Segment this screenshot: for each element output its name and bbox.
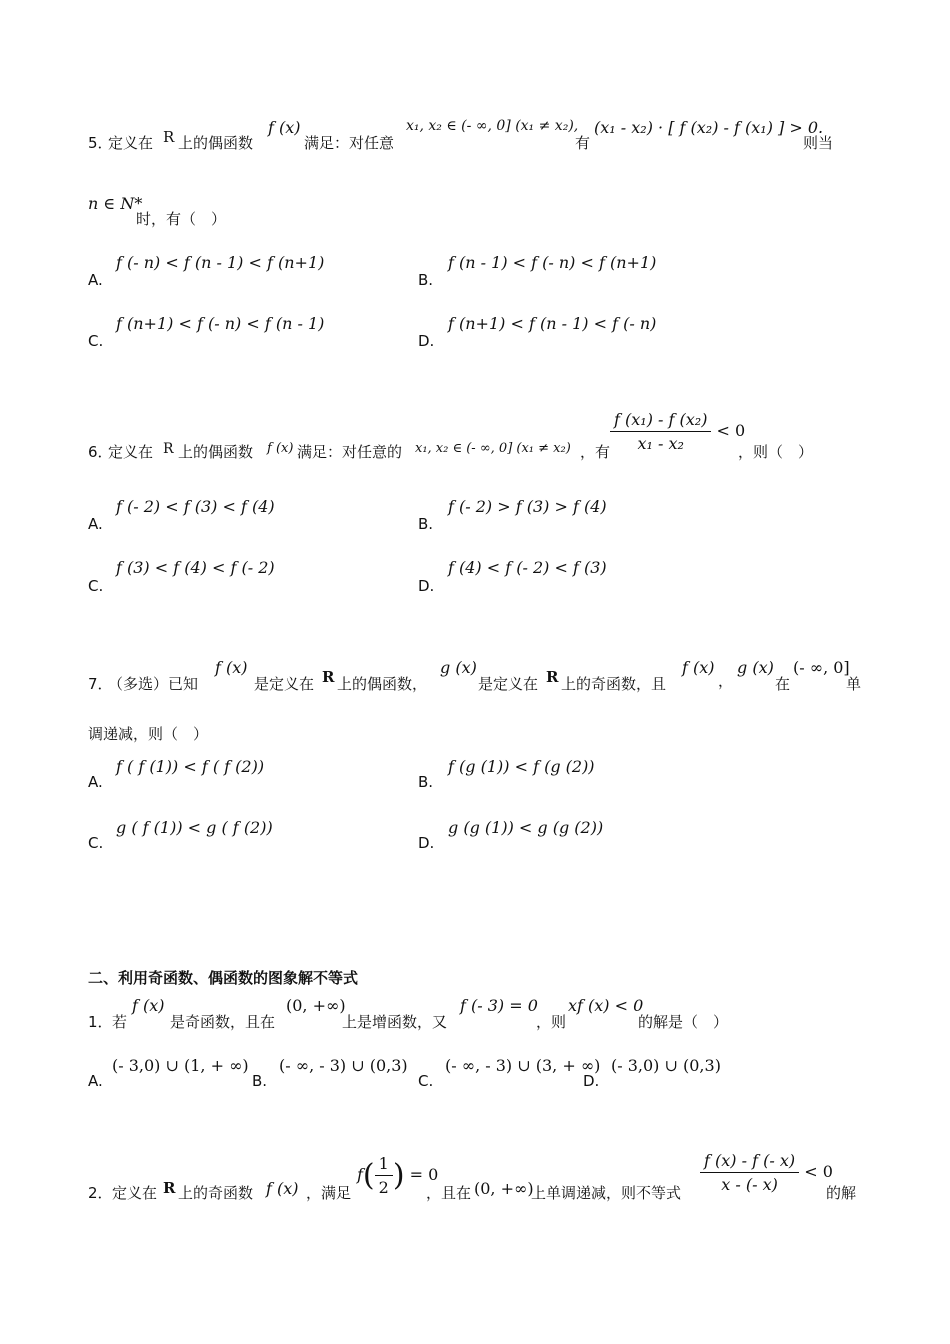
- s2q1-option-c-label: C.: [418, 1072, 434, 1090]
- s2q1-option-d[interactable]: (- 3,0) ∪ (0,3): [611, 1056, 721, 1075]
- s2q2-text-3: ，满足: [306, 1184, 352, 1202]
- q6-text-4: ，有: [580, 443, 611, 461]
- q6-option-a[interactable]: f (- 2) < f (3) < f (4): [116, 497, 275, 516]
- q7-option-c[interactable]: g ( f (1)) < g ( f (2)): [116, 818, 273, 837]
- q6-option-b-label: B.: [418, 515, 434, 533]
- s2q2-condition-open-paren: (: [362, 1158, 375, 1193]
- q7-text-6: 单: [846, 675, 862, 693]
- q6-fraction: [610, 410, 745, 453]
- s2q1-inequality: xf (x) < 0: [568, 996, 644, 1015]
- s2q1-option-a-label: A.: [88, 1072, 103, 1090]
- q7-number: 7．: [88, 675, 113, 693]
- q7-text-5: 在: [775, 675, 791, 693]
- q6-func: f (x): [267, 441, 294, 456]
- s2q2-func: f (x): [266, 1179, 299, 1198]
- s2q2-text-1: 定义在: [112, 1184, 158, 1202]
- q7-set-r-2: R: [546, 668, 559, 686]
- q6-text-2: 上的偶函数: [178, 443, 254, 461]
- q6-condition-domain: x₁, x₂ ∈ (- ∞, 0] (x₁ ≠ x₂): [415, 441, 571, 456]
- q5-text-6: 时，有（ ）: [136, 210, 227, 228]
- section-2-heading: 二、利用奇函数、偶函数的图象解不等式: [88, 969, 359, 987]
- q7-text-1: 是定义在: [254, 675, 315, 693]
- q5-func: f (x): [268, 118, 301, 137]
- q6-option-d[interactable]: f (4) < f (- 2) < f (3): [448, 558, 607, 577]
- q5-text-4: 有: [575, 134, 591, 152]
- q5-option-c-label: C.: [88, 332, 104, 350]
- q5-text-3: 满足：对任意: [304, 134, 395, 152]
- q5-text-5: 则当: [803, 134, 834, 152]
- q7-option-a[interactable]: f ( f (1)) < f ( f (2)): [116, 757, 265, 776]
- q6-number: 6．: [88, 443, 113, 461]
- q7-func-g-2: g (x): [737, 658, 774, 677]
- q7-func-f: f (x): [215, 658, 248, 677]
- s2q1-text-1: 若: [112, 1013, 128, 1031]
- s2q2-set-r: R: [163, 1179, 176, 1197]
- q7-text-4: 上的奇函数，且: [561, 675, 667, 693]
- s2q1-text-3: 上是增函数，又: [342, 1013, 448, 1031]
- q5-condition-domain: x₁, x₂ ∈ (- ∞, 0] (x₁ ≠ x₂),: [406, 118, 579, 134]
- q5-option-a[interactable]: f (- n) < f (n - 1) < f (n+1): [116, 253, 325, 272]
- s2q1-option-b[interactable]: (- ∞, - 3) ∪ (0,3): [279, 1056, 408, 1075]
- q6-fraction-numerator: f (x₁) - f (x₂): [610, 410, 711, 432]
- s2q2-fraction-denominator: x - (- x): [721, 1175, 778, 1194]
- s2q2-condition-fraction: [375, 1154, 393, 1197]
- s2q1-interval: (0, +∞): [286, 996, 346, 1015]
- q7-comma: ，: [718, 672, 734, 690]
- q6-fraction-rhs: < 0: [716, 421, 746, 440]
- q6-fraction-denominator: x₁ - x₂: [637, 434, 684, 453]
- q7-option-b-label: B.: [418, 773, 434, 791]
- s2q2-condition-close-paren: ): [392, 1158, 405, 1193]
- s2q1-option-a[interactable]: (- 3,0) ∪ (1, + ∞): [112, 1056, 249, 1075]
- s2q2-condition-f: f: [357, 1165, 363, 1184]
- q5-option-b-label: B.: [418, 271, 434, 289]
- s2q1-condition: f (- 3) = 0: [460, 996, 538, 1015]
- s2q2-interval: (0, +∞): [474, 1179, 534, 1198]
- q7-set-r: R: [322, 668, 335, 686]
- s2q2-text-6: 的解: [826, 1184, 857, 1202]
- q6-option-c[interactable]: f (3) < f (4) < f (- 2): [116, 558, 275, 577]
- q5-option-c[interactable]: f (n+1) < f (- n) < f (n - 1): [116, 314, 325, 333]
- q7-option-c-label: C.: [88, 834, 104, 852]
- s2q2-fraction-rhs: < 0: [804, 1162, 833, 1181]
- q7-func-g: g (x): [440, 658, 477, 677]
- s2q1-text-2: 是奇函数，且在: [170, 1013, 276, 1031]
- s2q1-text-5: 的解是（ ）: [638, 1013, 729, 1031]
- q7-tag: （多选）已知: [108, 675, 199, 693]
- q7-text-3: 是定义在: [478, 675, 539, 693]
- q7-option-d[interactable]: g (g (1)) < g (g (2)): [448, 818, 604, 837]
- q5-set-r: R: [163, 128, 175, 146]
- q5-number: 5．: [88, 134, 113, 152]
- q6-text-3: 满足：对任意的: [297, 443, 403, 461]
- s2q2-condition-denominator: 2: [378, 1178, 389, 1197]
- q6-set-r: R: [163, 441, 174, 457]
- s2q1-option-c[interactable]: (- ∞, - 3) ∪ (3, + ∞): [445, 1056, 601, 1075]
- q5-option-d[interactable]: f (n+1) < f (n - 1) < f (- n): [448, 314, 657, 333]
- s2q1-option-d-label: D.: [583, 1072, 600, 1090]
- q7-text-2: 上的偶函数，: [337, 675, 428, 693]
- q7-func-f-2: f (x): [682, 658, 715, 677]
- q5-text-2: 上的偶函数: [178, 134, 254, 152]
- q6-option-d-label: D.: [418, 577, 435, 595]
- s2q2-fraction-numerator: f (x) - f (- x): [700, 1151, 799, 1173]
- q6-option-a-label: A.: [88, 515, 103, 533]
- s2q1-number: 1．: [88, 1013, 113, 1031]
- s2q2-text-4: ，且在: [426, 1184, 472, 1202]
- q7-text-7: 调递减，则（ ）: [88, 725, 209, 743]
- q5-option-b[interactable]: f (n - 1) < f (- n) < f (n+1): [448, 253, 657, 272]
- s2q2-fraction: [700, 1151, 833, 1194]
- q6-option-b[interactable]: f (- 2) > f (3) > f (4): [448, 497, 607, 516]
- s2q1-text-4: ，则: [536, 1013, 567, 1031]
- q6-option-c-label: C.: [88, 577, 104, 595]
- s2q2-text-2: 上的奇函数: [178, 1184, 254, 1202]
- q5-text-1: 定义在: [108, 134, 154, 152]
- q5-n-condition: n ∈ N*: [88, 194, 143, 213]
- s2q2-condition-rhs: = 0: [409, 1165, 439, 1184]
- q5-option-a-label: A.: [88, 271, 103, 289]
- s2q2-number: 2．: [88, 1184, 113, 1202]
- s2q2-condition-numerator: 1: [375, 1154, 393, 1176]
- q7-option-b[interactable]: f (g (1)) < f (g (2)): [448, 757, 595, 776]
- s2q1-option-b-label: B.: [252, 1072, 268, 1090]
- q6-fraction-body: [610, 410, 711, 453]
- q6-text-5: ，则（ ）: [738, 443, 814, 461]
- q7-interval: (- ∞, 0]: [793, 658, 850, 677]
- q5-option-d-label: D.: [418, 332, 435, 350]
- q7-option-a-label: A.: [88, 773, 103, 791]
- q5-inequality: (x₁ - x₂) · [ f (x₂) - f (x₁) ] > 0.: [594, 118, 824, 137]
- q7-option-d-label: D.: [418, 834, 435, 852]
- s2q2-text-5: 上单调递减，则不等式: [531, 1184, 682, 1202]
- s2q1-func: f (x): [132, 996, 165, 1015]
- s2q2-fraction-body: [700, 1151, 799, 1194]
- q6-text-1: 定义在: [108, 443, 154, 461]
